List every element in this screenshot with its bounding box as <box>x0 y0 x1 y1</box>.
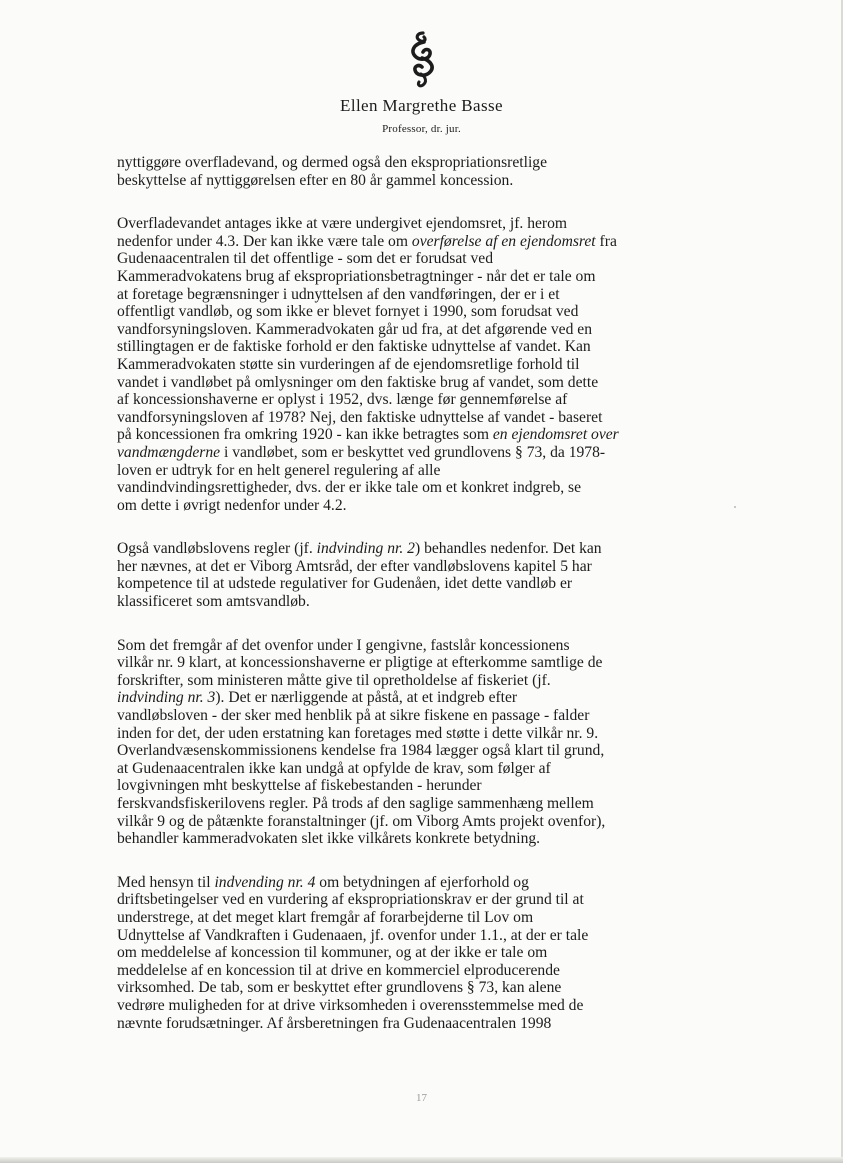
document-body <box>117 154 705 1058</box>
text-line <box>117 391 705 409</box>
text-run: ) behandles nedenfor. Det kan <box>414 540 602 558</box>
text-run: lovgivningen mht beskyttelse af fiskebestanden - herunder <box>117 777 482 795</box>
text-run: Kammeradvokaten støtte sin vurderingen af de ejendomsretlige forhold til <box>117 355 580 373</box>
text-run: vandforsyningsloven. Kammeradvokaten går ud fra, at det afgørende ved en <box>117 320 593 338</box>
text-line <box>117 1015 705 1033</box>
text-line <box>117 927 705 945</box>
text-line <box>117 286 705 304</box>
text-run: vilkår nr. 9 klart, at koncessionshaverne er pligtige at efterkomme samtlige de <box>117 654 603 672</box>
text-run: om meddelelse af koncession til kommuner, og at der ikke er tale om <box>117 944 548 962</box>
text-line <box>117 707 705 725</box>
text-run: Udnyttelse af Vandkraften i Gudenaaen, jf. ovenfor under 1.1., at der er tale <box>117 926 589 944</box>
text-line <box>117 409 705 427</box>
text-run: Som det fremgår af det ovenfor under I gengivne, fastslår koncessionens <box>117 636 570 654</box>
text-line <box>117 891 705 909</box>
text-line <box>117 689 705 707</box>
italic-reference: vandmængderne <box>117 443 221 461</box>
italic-reference: indvending nr. 4 <box>214 873 316 891</box>
text-run: offentligt vandløb, og som ikke er blevet fornyet i 1990, som forudsat ved <box>117 303 579 321</box>
text-run: understrege, at det meget klart fremgår af forarbejderne til Lov om <box>117 908 534 926</box>
text-line <box>117 321 705 339</box>
text-run: om dette i øvrigt nedenfor under 4.2. <box>117 496 347 514</box>
text-run: Med hensyn til <box>117 873 215 891</box>
italic-reference: indvinding nr. 3 <box>117 689 216 707</box>
text-run: Kammeradvokatens brug af ekspropriationsbetragtninger - når det er tale om <box>117 267 596 285</box>
text-line <box>117 979 705 997</box>
text-run: vandet i vandløbet på omlysninger om den faktiske brug af vandet, som dette <box>117 373 599 391</box>
body-paragraph <box>117 540 705 610</box>
text-line <box>117 338 705 356</box>
text-run: Gudenaacentralen til det offentlige - som det er forudsat ved <box>117 250 493 268</box>
text-line <box>117 777 705 795</box>
text-line <box>117 426 705 444</box>
text-line <box>117 760 705 778</box>
text-line <box>117 944 705 962</box>
text-run: fra <box>595 232 617 250</box>
text-line <box>117 593 705 611</box>
text-line <box>117 540 705 558</box>
text-line <box>117 233 705 251</box>
scan-speck <box>734 506 736 508</box>
text-run: at Gudenaacentralen ikke kan undgå at opfylde de krav, som følger af <box>117 759 551 777</box>
text-line <box>117 874 705 892</box>
text-line <box>117 497 705 515</box>
italic-reference: indvinding nr. 2 <box>316 540 415 558</box>
text-run: vandløbsloven - der sker med henblik på at sikre fiskene en passage - falder <box>117 707 590 725</box>
text-run: inden for det, der uden erstatning kan foretages med støtte i dette vilkår nr. 9. <box>117 724 599 742</box>
text-line <box>117 654 705 672</box>
text-run: loven er udtryk for en helt generel regulering af alle <box>117 461 441 479</box>
page-number: 17 <box>416 1092 427 1104</box>
text-line <box>117 479 705 497</box>
text-line <box>117 742 705 760</box>
text-run: ferskvandsfiskerilovens regler. På trods af den saglige sammenhæng mellem <box>117 795 594 812</box>
body-paragraph <box>117 874 705 1032</box>
ornamental-monogram-icon <box>402 30 442 90</box>
text-line <box>117 558 705 576</box>
text-line <box>117 830 705 848</box>
text-line <box>117 250 705 268</box>
text-run: virksomhed. De tab, som er beskyttet efter grundlovens § 73, kan alene <box>117 979 562 997</box>
text-line <box>117 725 705 743</box>
letterhead <box>0 30 843 136</box>
text-line <box>117 997 705 1015</box>
italic-reference: en ejendomsret over <box>492 426 619 444</box>
text-run: forskrifter, som ministeren måtte give til opretholdelse af fiskeriet (jf. <box>117 671 551 689</box>
text-run: her nævnes, at det er Viborg Amtsråd, der efter vandløbslovens kapitel 5 har <box>117 557 592 575</box>
text-line <box>117 303 705 321</box>
text-line <box>117 154 705 172</box>
text-line <box>117 374 705 392</box>
text-line <box>117 268 705 286</box>
text-line <box>117 215 705 233</box>
text-line <box>117 575 705 593</box>
text-run: Overlandvæsenskommissionens kendelse fra 1984 lægger også klart til grund, <box>117 742 605 760</box>
text-line <box>117 813 705 831</box>
author-title: Professor, dr. jur. <box>382 123 461 135</box>
text-run: vedrøre muligheden for at drive virksomheden i overensstemmelse med de <box>117 996 584 1014</box>
text-line <box>117 172 705 190</box>
text-line <box>117 462 705 480</box>
text-run: nedenfor under 4.3. Der kan ikke være tale om <box>117 232 412 250</box>
italic-reference: overførelse af en ejendomsret <box>411 232 596 250</box>
text-line <box>117 444 705 462</box>
text-run: nævnte forudsætninger. Af årsberetningen fra Gudenaacentralen 1998 <box>117 1014 552 1032</box>
text-run: vandforsyningsloven af 1978? Nej, den faktiske udnyttelse af vandet - baseret <box>117 408 603 426</box>
text-run: driftsbetingelser ved en vurdering af ekspropriationskrav er der grund til at <box>117 891 584 909</box>
text-run: på koncessionen fra omkring 1920 - kan ikke betragtes som <box>117 426 493 444</box>
text-line <box>117 795 705 813</box>
text-run: stillingtagen er de faktiske forhold er den faktiske udnyttelse af vandet. Kan <box>117 338 591 356</box>
text-line <box>117 672 705 690</box>
text-run: klassificeret som amtsvandløb. <box>117 593 310 611</box>
body-paragraph <box>117 154 705 189</box>
body-paragraph <box>117 215 705 514</box>
text-run: beskyttelse af nyttiggørelsen efter en 80 år gammel koncession. <box>117 171 514 189</box>
text-run: ). Det er nærliggende at påstå, at et indgreb efter <box>215 689 518 707</box>
text-line <box>117 637 705 655</box>
text-run: meddelelse af en koncession til at drive en kommerciel elproducerende <box>117 961 560 979</box>
scan-bottom-edge <box>0 1157 843 1163</box>
author-name: Ellen Margrethe Basse <box>340 96 503 115</box>
text-line <box>117 356 705 374</box>
text-run: Også vandløbslovens regler (jf. <box>117 540 317 558</box>
text-run: vandindvindingsrettigheder, dvs. der er ikke tale om et konkret indgreb, se <box>117 479 582 497</box>
body-paragraph <box>117 637 705 848</box>
text-run: om betydningen af ejerforhold og <box>315 873 529 891</box>
text-line <box>117 909 705 927</box>
text-run: af koncessionshaverne er oplyst i 1952, dvs. længe før gennemførelse af <box>117 391 568 409</box>
text-run: Overfladevandet antages ikke at være undergivet ejendomsret, jf. herom <box>117 215 568 233</box>
text-run: behandler kammeradvokaten slet ikke vilkårets konkrete betydning. <box>117 830 541 848</box>
text-run: vilkår 9 og de påtænkte foranstaltninger (jf. om Viborg Amts projekt ovenfor), <box>117 812 606 830</box>
text-run: nyttiggøre overfladevand, og dermed også den ekspropriationsretlige <box>117 154 547 171</box>
text-line <box>117 962 705 980</box>
text-run: i vandløbet, som er beskyttet ved grundlovens § 73, da 1978- <box>220 443 606 461</box>
text-run: kompetence til at udstede regulativer for Gudenåen, idet dette vandløb er <box>117 575 573 593</box>
text-run: at foretage begrænsninger i udnyttelsen af den vandføringen, der er i et <box>117 285 560 303</box>
